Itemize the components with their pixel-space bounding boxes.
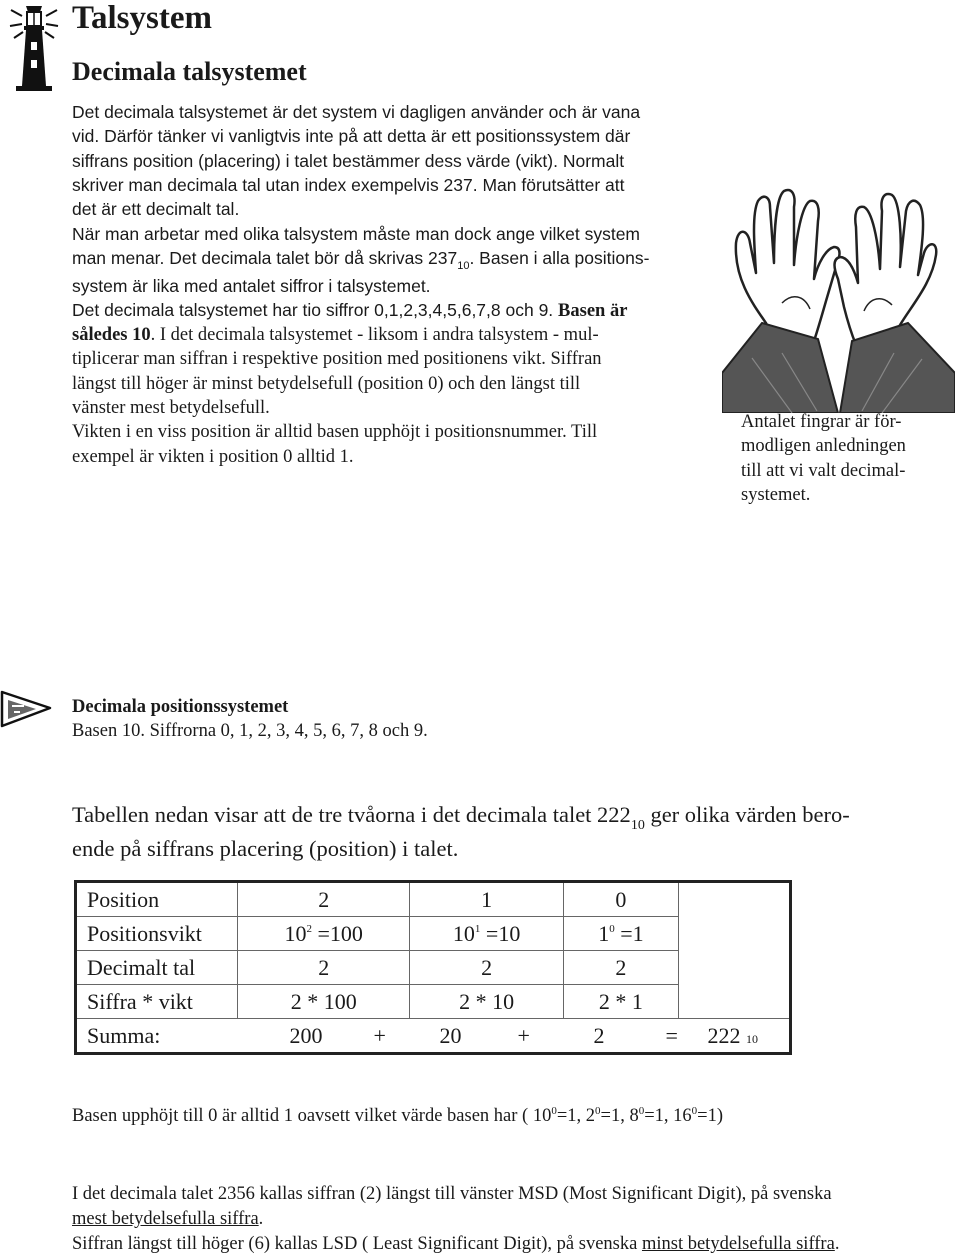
- position-table: [74, 880, 792, 1055]
- table-cell: 2: [238, 882, 410, 917]
- table-cell: $10^1 =10$: [410, 917, 563, 951]
- table-cell: Position: [76, 882, 238, 917]
- table-cell: 2: [238, 951, 410, 985]
- table-cell: Siffra * vikt: [76, 985, 238, 1019]
- table-cell: 1: [410, 882, 563, 917]
- page-title: Talsystem: [72, 0, 212, 36]
- box-text: Basen 10. Siffrorna 0, 1, 2, 3, 4, 5, 6, 7, 8 och 9.: [72, 721, 428, 741]
- table-intro: Tabellen nedan visar att de tre tvåorna i det decimala talet $222_{10}$ ger olika värden bero- ende på siffrans placering (position) i talet.: [72, 802, 850, 861]
- paragraph-line: siffrans position (placering) i talet bestämmer dess värde (vikt). Normalt: [72, 150, 625, 171]
- arrow-pointer-icon: [0, 688, 52, 730]
- paragraph-line: mest betydelsefulla siffra.: [72, 1209, 264, 1229]
- paragraph-line: skriver man decimala tal utan index exempelvis 237. Man förutsätter att: [72, 174, 625, 195]
- sum-result: 222 10: [707, 1023, 758, 1048]
- sum-operator: +: [373, 1023, 386, 1048]
- box-heading: Decimala positionssystemet: [72, 697, 289, 717]
- table-row: [76, 882, 791, 917]
- paragraph-line: längst till höger är minst betydelsefull (position 0) och den längst till: [72, 373, 581, 394]
- base-note: Basen upphöjt till 0 är alltid 1 oavsett vilket värde basen har ( $10^0=1$, $2^0=1$, $8^0=1$, $16^0=1$): [72, 1105, 724, 1126]
- table-cell: Decimalt tal: [76, 951, 238, 985]
- table-cell: 2 * 10: [410, 985, 563, 1019]
- sum-value: 200: [289, 1023, 323, 1048]
- caption-line: modligen anledningen: [741, 436, 906, 457]
- caption-line: till att vi valt decimal-: [741, 460, 906, 481]
- paragraph-line: vänster mest betydelsefull.: [72, 398, 270, 419]
- paragraph-line: system är lika med antalet siffror i talsystemet.: [72, 275, 431, 296]
- sum-cell: [238, 1019, 791, 1054]
- paragraph-line: Det decimala talsystemet har tio siffror 0,1,2,3,4,5,6,7,8 och 9. Basen är: [72, 299, 628, 321]
- table-cell: 2 * 1: [563, 985, 678, 1019]
- caption-line: systemet.: [741, 484, 811, 505]
- paragraph-line: När man arbetar med olika talsystem måste man dock ange vilket system: [72, 224, 640, 244]
- section-title: Decimala talsystemet: [72, 57, 307, 86]
- paragraph-line: vid. Därför tänker vi vanligtvis inte på att detta är ett positionssystem där: [72, 126, 631, 147]
- paragraph-line: Det decimala talsystemet är det system vi dagligen använder och är vana: [72, 102, 641, 122]
- paragraph-line: Siffran längst till höger (6) kallas LSD ( Least Significant Digit), på svenska minst betydelsefulla siffra.: [72, 1234, 840, 1254]
- intro-paragraph: [72, 100, 672, 221]
- paragraph-line: man menar. Det decimala talet bör då skrivas $237_{10}$. Basen i alla positions-: [72, 248, 650, 273]
- table-cell: 2 * 100: [238, 985, 410, 1019]
- sum-value: 20: [439, 1023, 462, 1048]
- table-cell: 2: [410, 951, 563, 985]
- paragraph-line: Vikten i en viss position är alltid basen upphöjt i positionsnummer. Till: [72, 422, 598, 443]
- table-cell: $1^0 =1$: [563, 917, 678, 951]
- paragraph-line: det är ett decimalt tal.: [72, 199, 240, 220]
- hands-illustration: [722, 183, 955, 413]
- paragraph-line: således 10. I det decimala talsystemet - liksom i andra talsystem - mul-: [72, 325, 599, 346]
- body-paragraph: [72, 222, 672, 469]
- paragraph-line: tiplicerar man siffran i respektive position med positionens vikt. Siffran: [72, 349, 602, 370]
- paragraph-line: I det decimala talet 2356 kallas siffran (2) längst till vänster MSD (Most Significant Digit), på svenska: [72, 1184, 832, 1204]
- sum-operator: +: [517, 1023, 530, 1048]
- lighthouse-icon: [8, 2, 60, 92]
- sum-operator: =: [665, 1023, 678, 1048]
- sum-value: 2: [593, 1023, 605, 1048]
- caption-line: Antalet fingrar är för-: [741, 412, 902, 432]
- image-caption: [741, 410, 951, 507]
- table-cell-empty: [679, 882, 791, 1019]
- msd-lsd-paragraph: [72, 1182, 942, 1257]
- table-cell: Positionsvikt: [76, 917, 238, 951]
- paragraph-line: exempel är vikten i position 0 alltid 1.: [72, 446, 354, 467]
- table-cell: 2: [563, 951, 678, 985]
- table-row-sum: [76, 1019, 791, 1054]
- table-cell: 0: [563, 882, 678, 917]
- table-cell: Summa:: [76, 1019, 238, 1054]
- table-cell: $10^2 =100$: [238, 917, 410, 951]
